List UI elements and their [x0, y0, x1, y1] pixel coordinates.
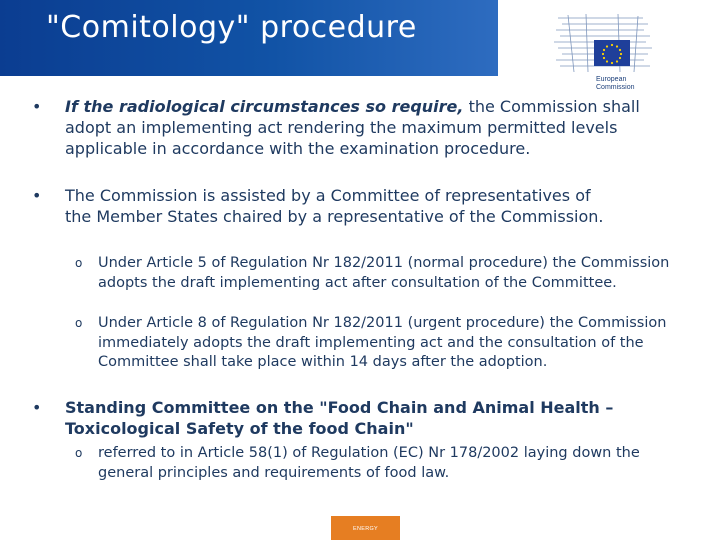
bullet-standing-committee [32, 397, 695, 439]
slide-title: "Comitology" procedure [46, 10, 417, 45]
bullet-text: Standing Committee on the "Food Chain and Animal Health – Toxicological Safety of the food Chain" [65, 398, 614, 438]
subbullet-text: Under Article 8 of Regulation Nr 182/2011 (urgent procedure) the Commission immediately adopts the draft implementing act and the consultation of the Committee shall take place within 14 days after the adoption. [98, 315, 667, 370]
bullet-committee [32, 185, 605, 227]
bullet-dot-icon: • [32, 398, 42, 417]
footer-tag-label: ENERGY [352, 526, 379, 532]
bullet-text: The Commission is assisted by a Committee of representatives of the Member States chaired by a representative of the Commission. [65, 186, 604, 226]
circle-bullet-icon: o [75, 446, 83, 460]
subbullet-article-58 [75, 444, 698, 483]
subbullet-text: referred to in Article 58(1) of Regulation (EC) Nr 178/2002 laying down the general principles and requirements of food law. [98, 445, 640, 481]
bullet-radiological [32, 96, 690, 159]
circle-bullet-icon: o [75, 316, 83, 330]
circle-bullet-icon: o [75, 256, 83, 270]
subbullet-text: Under Article 5 of Regulation Nr 182/2011 (normal procedure) the Commission adopts the draft implementing act after consultation of the Committee. [98, 255, 670, 291]
slide-header [0, 0, 720, 91]
bullet-text: the Commission shall adopt an implementing act rendering the maximum permitted levels applicable in accordance with the examination procedure. [65, 97, 640, 158]
subbullet-article-8 [75, 314, 678, 373]
footer-energy-tag [331, 516, 400, 540]
bullet-dot-icon: • [32, 97, 42, 116]
subbullet-article-5 [75, 254, 678, 293]
bullet-dot-icon: • [32, 186, 42, 205]
bullet-lead: If the radiological circumstances so require, [65, 97, 464, 116]
title-bar [0, 0, 498, 76]
logo-caption: European Commission [596, 76, 635, 91]
